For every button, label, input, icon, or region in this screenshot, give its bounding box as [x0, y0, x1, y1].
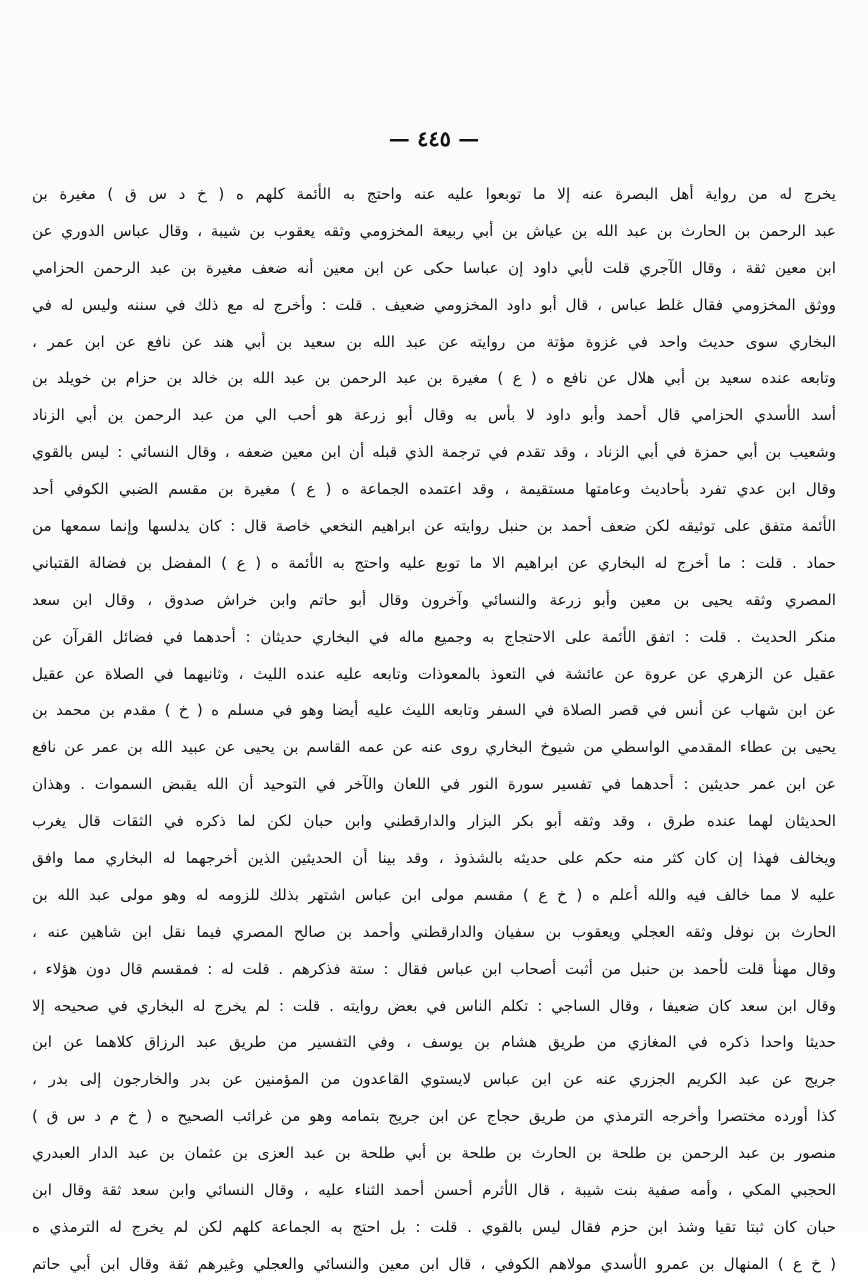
text-line: يحيى بن عطاء المقدمي الواسطي من شيوخ البخاري روى عنه عن عمه القاسم بن يحيى عن عبيد الله بن عمر عن نافع	[32, 738, 836, 757]
text-line: ( خ ع ) المنهال بن عمرو الأسدي مولاهم الكوفي ، قال ابن معين والنسائي والعجلي وغيرهم ثقة وقال ابن أبي حاتم	[32, 1254, 836, 1273]
text-line: منصور بن عبد الرحمن بن طلحة بن الحارث بن طلحة بن أبي طلحة بن عبد العزى بن عثمان بن عبد الدار العبدري	[32, 1144, 836, 1163]
text-line: وقال ابن سعد كان ضعيفا ، وقال الساجي : تكلم الناس في بعض روايته . قلت : لم يخرج له البخاري في صحيحه إلا	[32, 996, 836, 1015]
text-line: الحديثان لهما عنده طرق ، وقد وثقه أبو بكر البزار والدارقطني وابن حبان لكن لما ذكره في الثقات قال يغرب	[32, 812, 836, 831]
text-line: الأئمة متفق على توثيقه لكن ضعف أحمد بن حنبل روايته عن ابراهيم النخعي خاصة قال : كان يدلسها وإنما سمعها من	[32, 517, 836, 536]
text-line: حديثا واحدا ذكره في المغازي من طريق هشام بن يوسف ، وفي التفسير من طريق عبد الرزاق كلاهما عن ابن	[32, 1033, 836, 1052]
text-line: عن ابن شهاب عن أنس في قصر الصلاة في السفر وتابعه الليث عليه أيضا وهو في مسلم ه ( خ ) مقدم بن محمد بن	[32, 701, 836, 720]
text-line: أسد الأسدي الحزامي قال أحمد وأبو داود لا بأس به وقال أبو زرعة هو أحب الي من عبد الرحمن بن أبي الزناد	[32, 406, 836, 425]
text-line: حبان كان ثبتا تقيا وشذ ابن حزم فقال ليس بالقوي . قلت : بل احتج به الجماعة كلهم لكن لم يخرج له الترمذي ه	[32, 1217, 836, 1236]
text-line: وشعيب بن أبي حمزة في أبي الزناد ، وقد تقدم في ترجمة الذي قبله أن ابن معين ضعفه ، وقال النسائي : ليس بالقوي	[32, 443, 836, 462]
body-text	[32, 176, 836, 1283]
text-line: عليه لا مما خالف فيه والله أعلم ه ( خ ع ) مقسم مولى ابن عباس اشتهر بذلك للزومه له وهو مولى عبد الله بن	[32, 885, 836, 904]
text-line: المصري وثقه يحيى بن معين وأبو زرعة والنسائي وآخرون وقال أبو حاتم وابن خراش صدوق ، وقال ابن سعد	[32, 590, 836, 609]
text-line: ووثق المخزومي فقال غلط عباس ، قال أبو داود المخزومي ضعيف . قلت : وأخرج له مع ذلك في سننه وليس له في	[32, 295, 836, 314]
text-line: وقال مهنأ قلت لأحمد بن حنبل من أثبت أصحاب ابن عباس فقال : ستة فذكرهم . قلت له : فمقسم قال دون هؤلاء ،	[32, 959, 836, 978]
text-line: جريج عن عبد الكريم الجزري عنه عن ابن عباس لايستوي القاعدون من المؤمنين عن بدر والخارجون إلى بدر ،	[32, 1070, 836, 1089]
text-line: وقال ابن عدي تفرد بأحاديث وعامتها مستقيمة ، وقد اعتمده الجماعة ه ( ع ) مغيرة بن مقسم الضبي الكوفي أحد	[32, 480, 836, 499]
text-line: عن ابن عمر حديثين : أحدهما في تفسير سورة النور في اللعان والآخر في التوحيد أن الله يقبض السموات . وهذان	[32, 775, 836, 794]
text-line: عبد الرحمن بن الحارث بن عبد الله بن عياش بن أبي ربيعة المخزومي وثقه يعقوب بن شيبة ، وقال عباس الدوري عن	[32, 221, 836, 240]
text-line: الحجبي المكي ، وأمه صفية بنت شيبة ، قال الأثرم أحسن أحمد الثناء عليه ، وقال النسائي وابن سعد ثقة وقال ابن	[32, 1181, 836, 1200]
text-line: البخاري سوى حديث واحد في غزوة مؤتة من روايته عن عبد الله بن سعيد بن أبي هند عن نافع عن ابن عمر ،	[32, 332, 836, 351]
text-line: عقيل عن الزهري عن عروة عن عائشة في التعوذ بالمعوذات وتابعه عليه عنده الليث ، وثانيهما في الصلاة عن عقيل	[32, 664, 836, 683]
text-line: منكر الحديث . قلت : اتفق الأئمة على الاحتجاج به وجميع ماله في البخاري حديثان : أحدهما في فضائل القرآن عن	[32, 627, 836, 646]
text-line: ابن معين ثقة ، وقال الآجري قلت لأبي داود إن عباسا حكى عن ابن معين أنه ضعف مغيرة بن عبد الرحمن الحزامي	[32, 258, 836, 277]
page-number: — ٤٤٥ —	[388, 126, 480, 151]
text-line: يخرج له من رواية أهل البصرة عنه إلا ما توبعوا عليه عنه واحتج به الأئمة كلهم ه ( خ د س ق ) مغيرة بن	[32, 185, 836, 203]
text-line: وتابعه عنده سعيد بن أبي هلال عن نافع ه ( ع ) مغيرة بن عبد الرحمن بن عبد الله بن خالد بن حزام بن خويلد بن	[32, 369, 836, 388]
text-line: حماد . قلت : ما أخرج له البخاري عن ابراهيم الا ما توبع عليه واحتج به الأئمة ه ( ع ) المفضل بن فضالة القتباني	[32, 553, 836, 572]
text-line: الحارث بن نوفل وثقه العجلي ويعقوب بن سفيان والدارقطني وأحمد بن صالح المصري فيما نقل ابن شاهين عنه ،	[32, 922, 836, 941]
text-line: ويخالف فهذا إن كان كثر منه حكم على حديثه بالشذوذ ، وقد بينا أن الحديثين الذين أخرجهما له البخاري مما وافق	[32, 849, 836, 868]
text-line: كذا أورده مختصرا وأخرجه الترمذي من طريق حجاج عن ابن جريج بتمامه وهو من غرائب الصحيح ه ( خ م د س ق )	[32, 1107, 836, 1126]
